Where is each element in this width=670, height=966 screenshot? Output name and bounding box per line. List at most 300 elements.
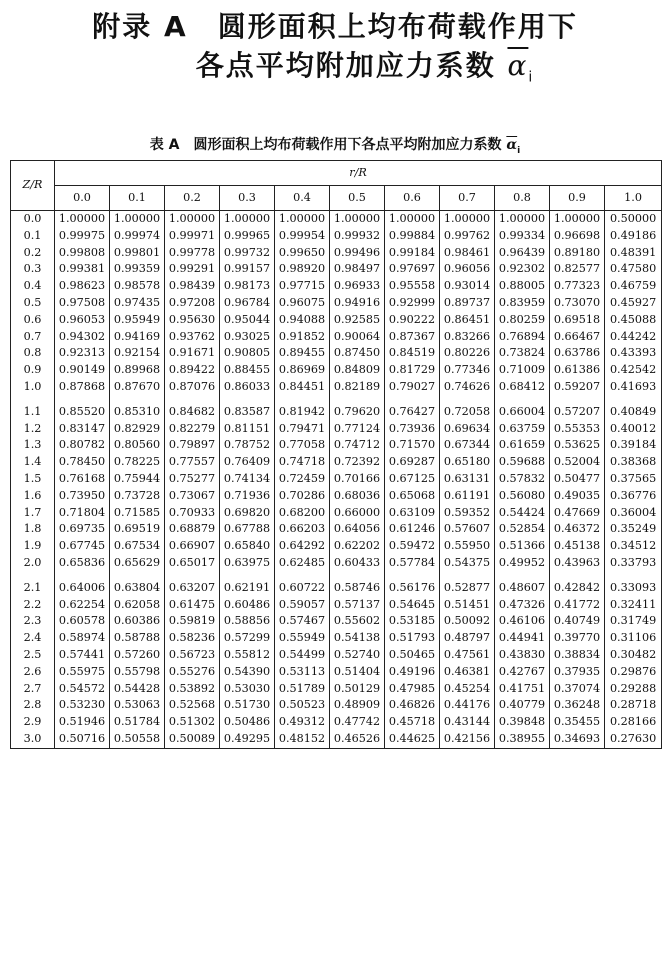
table-cell: 0.66004 <box>495 404 550 421</box>
table-cell: 0.68879 <box>165 521 220 538</box>
table-cell: 0.59207 <box>550 379 605 396</box>
table-cell: 0.55950 <box>440 538 495 555</box>
table-row <box>11 295 662 312</box>
table-cell: 0.97715 <box>275 278 330 295</box>
table-cell: 0.31749 <box>605 613 662 630</box>
table-cell: 0.84809 <box>330 362 385 379</box>
table-cell: 0.82577 <box>550 261 605 278</box>
table-cell: 0.54645 <box>385 597 440 614</box>
table-cell: 0.51404 <box>330 664 385 681</box>
table-cell: 0.47669 <box>550 505 605 522</box>
table-cell: 0.65840 <box>220 538 275 555</box>
row-label: 2.4 <box>11 630 55 647</box>
table-cell: 0.99184 <box>385 245 440 262</box>
table-row <box>11 404 662 421</box>
table-cell: 0.59057 <box>275 597 330 614</box>
table-row <box>11 379 662 396</box>
table-cell: 0.65180 <box>440 454 495 471</box>
table-cell: 0.77058 <box>275 437 330 454</box>
table-cell: 0.57137 <box>330 597 385 614</box>
table-cell: 0.54390 <box>220 664 275 681</box>
table-cell: 0.54424 <box>495 505 550 522</box>
table-cell: 0.28718 <box>605 697 662 714</box>
table-cell: 0.53113 <box>275 664 330 681</box>
table-cell: 0.42156 <box>440 731 495 748</box>
table-cell: 0.65629 <box>110 555 165 572</box>
column-header-row <box>11 186 662 211</box>
table-row <box>11 488 662 505</box>
row-label: 0.7 <box>11 329 55 346</box>
table-cell: 0.99778 <box>165 245 220 262</box>
table-cell: 0.92302 <box>495 261 550 278</box>
table-cell: 0.99884 <box>385 228 440 245</box>
table-cell: 0.51451 <box>440 597 495 614</box>
table-cell: 0.98461 <box>440 245 495 262</box>
table-cell: 0.83587 <box>220 404 275 421</box>
table-cell: 0.67125 <box>385 471 440 488</box>
table-cell: 0.98173 <box>220 278 275 295</box>
table-cell: 0.58856 <box>220 613 275 630</box>
table-cell: 0.39848 <box>495 714 550 731</box>
spacer-cell <box>440 572 495 580</box>
table-cell: 0.53625 <box>550 437 605 454</box>
spacer-cell <box>110 572 165 580</box>
table-cell: 0.55812 <box>220 647 275 664</box>
table-cell: 0.99334 <box>495 228 550 245</box>
table-cell: 0.47742 <box>330 714 385 731</box>
table-cell: 0.50477 <box>550 471 605 488</box>
table-cell: 0.83959 <box>495 295 550 312</box>
table-cell: 0.62058 <box>110 597 165 614</box>
table-cell: 0.82929 <box>110 421 165 438</box>
table-cell: 0.94916 <box>330 295 385 312</box>
table-cell: 0.36776 <box>605 488 662 505</box>
table-cell: 0.99965 <box>220 228 275 245</box>
table-cell: 0.54499 <box>275 647 330 664</box>
table-cell: 0.45927 <box>605 295 662 312</box>
table-cell: 0.80782 <box>55 437 110 454</box>
table-cell: 0.50558 <box>110 731 165 748</box>
table-cell: 0.87868 <box>55 379 110 396</box>
table-cell: 0.87450 <box>330 345 385 362</box>
table-cell: 0.97208 <box>165 295 220 312</box>
table-cell: 0.46526 <box>330 731 385 748</box>
table-cell: 1.00000 <box>495 211 550 228</box>
table-cell: 0.86033 <box>220 379 275 396</box>
table-cell: 0.68036 <box>330 488 385 505</box>
table-cell: 0.65068 <box>385 488 440 505</box>
table-cell: 0.57441 <box>55 647 110 664</box>
row-label: 1.3 <box>11 437 55 454</box>
table-cell: 0.70166 <box>330 471 385 488</box>
table-cell: 0.46372 <box>550 521 605 538</box>
table-cell: 0.55975 <box>55 664 110 681</box>
table-cell: 0.47580 <box>605 261 662 278</box>
table-cell: 0.42767 <box>495 664 550 681</box>
table-cell: 0.37935 <box>550 664 605 681</box>
table-row <box>11 538 662 555</box>
table-cell: 0.74712 <box>330 437 385 454</box>
table-cell: 0.52568 <box>165 697 220 714</box>
spacer-cell <box>110 396 165 404</box>
table-cell: 0.89180 <box>550 245 605 262</box>
table-cell: 0.91671 <box>165 345 220 362</box>
table-cell: 0.76168 <box>55 471 110 488</box>
row-label: 1.2 <box>11 421 55 438</box>
table-cell: 0.43144 <box>440 714 495 731</box>
appendix-title-line-2 <box>0 44 670 86</box>
table-cell: 0.43963 <box>550 555 605 572</box>
table-cell: 0.77346 <box>440 362 495 379</box>
table-cell: 0.58746 <box>330 580 385 597</box>
table-cell: 0.94169 <box>110 329 165 346</box>
table-row <box>11 245 662 262</box>
table-cell: 0.42542 <box>605 362 662 379</box>
table-cell: 0.62202 <box>330 538 385 555</box>
table-cell: 0.50129 <box>330 681 385 698</box>
table-cell: 0.96053 <box>55 312 110 329</box>
table-cell: 0.79027 <box>385 379 440 396</box>
table-cell: 0.61659 <box>495 437 550 454</box>
table-cell: 0.87367 <box>385 329 440 346</box>
table-cell: 0.38368 <box>605 454 662 471</box>
table-cell: 0.44941 <box>495 630 550 647</box>
table-cell: 0.95044 <box>220 312 275 329</box>
spacer-cell <box>55 572 110 580</box>
table-cell: 0.67788 <box>220 521 275 538</box>
table-cell: 0.46381 <box>440 664 495 681</box>
table-cell: 0.72392 <box>330 454 385 471</box>
table-cell: 0.46106 <box>495 613 550 630</box>
table-cell: 0.37074 <box>550 681 605 698</box>
table-cell: 1.00000 <box>550 211 605 228</box>
table-cell: 0.33793 <box>605 555 662 572</box>
table-cell: 0.96784 <box>220 295 275 312</box>
row-label: 0.8 <box>11 345 55 362</box>
group-spacer <box>11 396 662 404</box>
table-cell: 0.75944 <box>110 471 165 488</box>
table-cell: 0.35455 <box>550 714 605 731</box>
table-cell: 0.73824 <box>495 345 550 362</box>
table-cell: 0.57784 <box>385 555 440 572</box>
spacer-cell <box>385 396 440 404</box>
table-cell: 0.44242 <box>605 329 662 346</box>
table-cell: 0.52854 <box>495 521 550 538</box>
table-cell: 0.63975 <box>220 555 275 572</box>
table-cell: 0.58788 <box>110 630 165 647</box>
table-cell: 0.62254 <box>55 597 110 614</box>
table-cell: 0.98920 <box>275 261 330 278</box>
table-cell: 0.54572 <box>55 681 110 698</box>
column-header: 0.4 <box>275 186 330 211</box>
table-cell: 0.69287 <box>385 454 440 471</box>
table-cell: 0.39184 <box>605 437 662 454</box>
row-label: 3.0 <box>11 731 55 748</box>
table-row <box>11 613 662 630</box>
table-cell: 0.40849 <box>605 404 662 421</box>
row-header-zr: Z/R <box>11 161 55 211</box>
table-cell: 0.43830 <box>495 647 550 664</box>
table-cell: 0.40012 <box>605 421 662 438</box>
row-label: 0.4 <box>11 278 55 295</box>
table-cell: 0.41751 <box>495 681 550 698</box>
table-cell: 0.45138 <box>550 538 605 555</box>
row-label: 2.8 <box>11 697 55 714</box>
table-row <box>11 329 662 346</box>
table-cell: 0.86451 <box>440 312 495 329</box>
table-cell: 0.76409 <box>220 454 275 471</box>
table-cell: 0.99975 <box>55 228 110 245</box>
table-cell: 0.67534 <box>110 538 165 555</box>
table-cell: 0.52004 <box>550 454 605 471</box>
table-cell: 0.27630 <box>605 731 662 748</box>
table-cell: 0.60433 <box>330 555 385 572</box>
spacer-cell <box>11 572 55 580</box>
table-cell: 0.55602 <box>330 613 385 630</box>
table-cell: 0.30482 <box>605 647 662 664</box>
table-cell: 0.79620 <box>330 404 385 421</box>
table-cell: 0.71570 <box>385 437 440 454</box>
column-header: 0.6 <box>385 186 440 211</box>
table-cell: 0.80259 <box>495 312 550 329</box>
table-cell: 0.74134 <box>220 471 275 488</box>
table-cell: 0.49312 <box>275 714 330 731</box>
table-cell: 0.63804 <box>110 580 165 597</box>
table-cell: 0.89968 <box>110 362 165 379</box>
table-cell: 0.66203 <box>275 521 330 538</box>
table-cell: 0.34512 <box>605 538 662 555</box>
table-cell: 0.54138 <box>330 630 385 647</box>
table-cell: 0.96933 <box>330 278 385 295</box>
caption-alpha-subscript: i <box>517 145 521 156</box>
table-cell: 0.69634 <box>440 421 495 438</box>
table-row <box>11 312 662 329</box>
table-cell: 0.36004 <box>605 505 662 522</box>
table-cell: 0.72459 <box>275 471 330 488</box>
table-cell: 0.97697 <box>385 261 440 278</box>
table-cell: 0.84451 <box>275 379 330 396</box>
spacer-cell <box>495 572 550 580</box>
table-cell: 0.58974 <box>55 630 110 647</box>
table-row <box>11 597 662 614</box>
table-cell: 0.77323 <box>550 278 605 295</box>
table-cell: 0.59472 <box>385 538 440 555</box>
column-header: 0.3 <box>220 186 275 211</box>
table-cell: 0.94302 <box>55 329 110 346</box>
spacer-cell <box>275 396 330 404</box>
table-cell: 0.70933 <box>165 505 220 522</box>
table-cell: 0.90222 <box>385 312 440 329</box>
table-cell: 0.99971 <box>165 228 220 245</box>
table-body <box>11 211 662 749</box>
table-cell: 0.52877 <box>440 580 495 597</box>
table-cell: 0.81151 <box>220 421 275 438</box>
table-cell: 0.80560 <box>110 437 165 454</box>
table-cell: 0.51730 <box>220 697 275 714</box>
table-cell: 0.82279 <box>165 421 220 438</box>
table-row <box>11 454 662 471</box>
table-cell: 0.53230 <box>55 697 110 714</box>
table-cell: 0.51946 <box>55 714 110 731</box>
table-cell: 0.58236 <box>165 630 220 647</box>
table-cell: 0.63786 <box>550 345 605 362</box>
table-cell: 0.44176 <box>440 697 495 714</box>
table-cell: 0.95630 <box>165 312 220 329</box>
table-cell: 0.98497 <box>330 261 385 278</box>
table-cell: 0.73936 <box>385 421 440 438</box>
table-row <box>11 714 662 731</box>
column-header: 0.9 <box>550 186 605 211</box>
table-cell: 0.99732 <box>220 245 275 262</box>
alpha-subscript: i <box>528 69 535 86</box>
spacer-cell <box>220 572 275 580</box>
table-cell: 0.61475 <box>165 597 220 614</box>
table-cell: 0.74626 <box>440 379 495 396</box>
column-header: 0.5 <box>330 186 385 211</box>
table-cell: 0.76427 <box>385 404 440 421</box>
coefficient-table <box>10 160 662 749</box>
table-cell: 0.59819 <box>165 613 220 630</box>
row-label: 1.8 <box>11 521 55 538</box>
table-cell: 0.87076 <box>165 379 220 396</box>
table-cell: 0.48909 <box>330 697 385 714</box>
table-cell: 0.55276 <box>165 664 220 681</box>
table-cell: 0.67344 <box>440 437 495 454</box>
table-cell: 0.95949 <box>110 312 165 329</box>
table-cell: 0.84682 <box>165 404 220 421</box>
column-header: 0.2 <box>165 186 220 211</box>
row-label: 0.1 <box>11 228 55 245</box>
table-cell: 0.54375 <box>440 555 495 572</box>
table-cell: 0.89455 <box>275 345 330 362</box>
spacer-cell <box>330 396 385 404</box>
spacer-cell <box>275 572 330 580</box>
table-cell: 0.49196 <box>385 664 440 681</box>
row-label: 0.6 <box>11 312 55 329</box>
table-cell: 0.99808 <box>55 245 110 262</box>
table-cell: 0.63131 <box>440 471 495 488</box>
table-cell: 0.60578 <box>55 613 110 630</box>
table-cell: 0.99291 <box>165 261 220 278</box>
table-cell: 0.48391 <box>605 245 662 262</box>
table-cell: 0.42842 <box>550 580 605 597</box>
spacer-cell <box>605 572 662 580</box>
table-cell: 0.71009 <box>495 362 550 379</box>
table-cell: 0.99381 <box>55 261 110 278</box>
table-cell: 0.77557 <box>165 454 220 471</box>
table-cell: 0.66467 <box>550 329 605 346</box>
table-cell: 0.53063 <box>110 697 165 714</box>
spacer-cell <box>550 396 605 404</box>
table-cell: 0.31106 <box>605 630 662 647</box>
table-cell: 0.69735 <box>55 521 110 538</box>
table-cell: 0.46826 <box>385 697 440 714</box>
table-cell: 0.45718 <box>385 714 440 731</box>
table-row <box>11 647 662 664</box>
table-row <box>11 471 662 488</box>
table-row <box>11 505 662 522</box>
column-header: 1.0 <box>605 186 662 211</box>
table-cell: 0.46759 <box>605 278 662 295</box>
caption-alpha-symbol: $\overline{\alpha}$ <box>506 137 518 153</box>
table-cell: 0.81942 <box>275 404 330 421</box>
table-cell: 0.47561 <box>440 647 495 664</box>
table-cell: 0.48797 <box>440 630 495 647</box>
table-cell: 0.63759 <box>495 421 550 438</box>
table-cell: 0.50092 <box>440 613 495 630</box>
table-row <box>11 437 662 454</box>
table-cell: 0.79897 <box>165 437 220 454</box>
spacer-cell <box>11 396 55 404</box>
table-cell: 0.96698 <box>550 228 605 245</box>
table-cell: 0.54428 <box>110 681 165 698</box>
table-cell: 0.63109 <box>385 505 440 522</box>
table-cell: 1.00000 <box>165 211 220 228</box>
table-cell: 0.72058 <box>440 404 495 421</box>
table-cell: 0.92313 <box>55 345 110 362</box>
row-label: 2.6 <box>11 664 55 681</box>
table-cell: 0.57260 <box>110 647 165 664</box>
table-cell: 0.78225 <box>110 454 165 471</box>
table-cell: 0.91852 <box>275 329 330 346</box>
spacer-cell <box>165 572 220 580</box>
table-row <box>11 521 662 538</box>
table-cell: 0.65836 <box>55 555 110 572</box>
row-label: 0.2 <box>11 245 55 262</box>
table-cell: 0.53185 <box>385 613 440 630</box>
table-cell: 0.33093 <box>605 580 662 597</box>
table-cell: 0.73067 <box>165 488 220 505</box>
table-cell: 0.78752 <box>220 437 275 454</box>
table-cell: 0.86969 <box>275 362 330 379</box>
table-cell: 0.61191 <box>440 488 495 505</box>
row-label: 2.7 <box>11 681 55 698</box>
table-row <box>11 580 662 597</box>
table-cell: 1.00000 <box>275 211 330 228</box>
table-cell: 0.77124 <box>330 421 385 438</box>
table-row <box>11 228 662 245</box>
appendix-title-line-2-text: 各点平均附加应力系数 <box>195 49 496 82</box>
table-cell: 0.99157 <box>220 261 275 278</box>
table-cell: 0.52740 <box>330 647 385 664</box>
table-cell: 0.48152 <box>275 731 330 748</box>
row-label: 0.5 <box>11 295 55 312</box>
table-cell: 0.47985 <box>385 681 440 698</box>
table-cell: 0.68412 <box>495 379 550 396</box>
table-cell: 0.96075 <box>275 295 330 312</box>
table-cell: 0.38955 <box>495 731 550 748</box>
table-cell: 0.71936 <box>220 488 275 505</box>
table-cell: 0.76894 <box>495 329 550 346</box>
table-row <box>11 421 662 438</box>
row-label: 1.4 <box>11 454 55 471</box>
table-cell: 0.32411 <box>605 597 662 614</box>
table-cell: 0.64006 <box>55 580 110 597</box>
table-cell: 0.71585 <box>110 505 165 522</box>
row-label: 2.0 <box>11 555 55 572</box>
table-row <box>11 278 662 295</box>
table-cell: 0.36248 <box>550 697 605 714</box>
table-cell: 0.66907 <box>165 538 220 555</box>
table-cell: 0.39770 <box>550 630 605 647</box>
table-cell: 0.93014 <box>440 278 495 295</box>
table-cell: 0.60486 <box>220 597 275 614</box>
table-cell: 0.51793 <box>385 630 440 647</box>
table-cell: 0.69519 <box>110 521 165 538</box>
row-label: 1.5 <box>11 471 55 488</box>
table-cell: 1.00000 <box>330 211 385 228</box>
table-cell: 0.60386 <box>110 613 165 630</box>
